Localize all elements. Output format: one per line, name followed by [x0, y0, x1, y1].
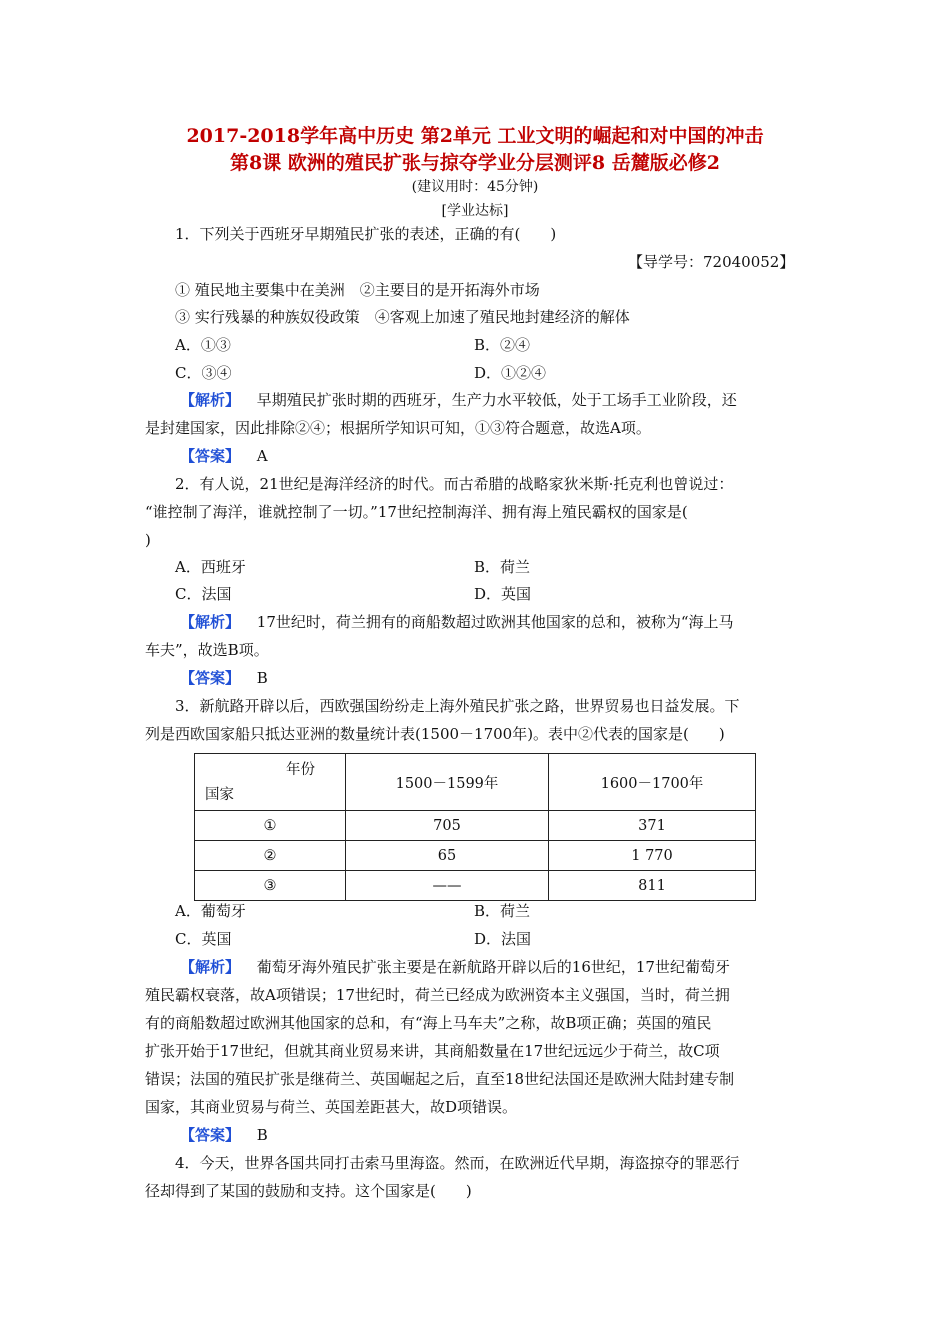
q2-answer-tag: 【答案】 [180, 669, 241, 687]
table-corner-cell [195, 754, 346, 811]
q2-option-c: C．法国 [175, 585, 232, 603]
table-cell-value: —— [346, 871, 549, 901]
q2-analysis-line1: 17世纪时，荷兰拥有的商船数超过欧洲其他国家的总和，被称为“海上马 [256, 613, 734, 631]
q1-answer: A [256, 447, 268, 465]
table-cell-value: 811 [549, 871, 756, 901]
table-cell-value: 1 770 [549, 841, 756, 871]
table-cell-value: 65 [346, 841, 549, 871]
q1-analysis-line1: 早期殖民扩张时期的西班牙，生产力水平较低，处于工场手工业阶段，还 [256, 391, 737, 409]
q2-stem-line2: “谁控制了海洋，谁就控制了一切。”17世纪控制海洋、拥有海上殖民霸权的国家是( [145, 503, 688, 521]
q3-analysis-line1: 葡萄牙海外殖民扩张主要是在新航路开辟以后的16世纪，17世纪葡萄牙 [256, 958, 730, 976]
q2-option-d: D．英国 [474, 585, 532, 603]
table-row [195, 841, 756, 871]
q1-option-d: D．①②④ [474, 364, 547, 382]
q1-option-a: A．①③ [175, 336, 231, 354]
q2-stem-line1: 2．有人说，21世纪是海洋经济的时代。而古希腊的战略家狄米斯·托克利也曾说过： [175, 475, 734, 493]
q2-analysis-tag: 【解析】 [180, 613, 241, 631]
q3-option-a: A．葡萄牙 [175, 902, 246, 920]
q2-answer: B [256, 669, 268, 687]
q1-statement-1: ① 殖民地主要集中在美洲 ②主要目的是开拓海外市场 [175, 281, 540, 299]
q3-analysis-line6: 国家，其商业贸易与荷兰、英国差距甚大，故D项错误。 [145, 1098, 518, 1116]
q3-option-d: D．法国 [474, 930, 532, 948]
q3-analysis-line2: 殖民霸权衰落，故A项错误；17世纪时，荷兰已经成为欧洲资本主义强国，当时，荷兰拥 [145, 986, 730, 1004]
table-row [195, 811, 756, 841]
table-cell-value: 371 [549, 811, 756, 841]
q2-option-b: B．荷兰 [474, 558, 531, 576]
q3-stem-line2: 列是西欧国家船只抵达亚洲的数量统计表(1500－1700年)。表中②代表的国家是( ) [145, 725, 725, 743]
q3-answer: B [256, 1126, 268, 1144]
q3-option-b: B．荷兰 [474, 902, 531, 920]
table-header-period1: 1500－1599年 [346, 754, 549, 811]
table-corner-year: 年份 [286, 762, 315, 778]
ships-statistics-table [194, 753, 756, 901]
q1-analysis-tag: 【解析】 [180, 391, 241, 409]
q1-answer-tag: 【答案】 [180, 447, 241, 465]
q3-analysis-line4: 扩张开始于17世纪，但就其商业贸易来讲，其商船数量在17世纪远远少于荷兰，故C项 [145, 1042, 720, 1060]
q2-stem-line3: ) [145, 531, 151, 549]
time-note: (建议用时：45分钟) [411, 179, 539, 195]
table-corner-country: 国家 [205, 787, 234, 803]
q3-answer-tag: 【答案】 [180, 1126, 241, 1144]
q1-statement-2: ③ 实行残暴的种族奴役政策 ④客观上加速了殖民地封建经济的解体 [175, 308, 630, 326]
q1-guide-number: 【导学号：72040052】 [628, 253, 795, 271]
section-heading: [学业达标] [441, 203, 509, 219]
q1-analysis-line2: 是封建国家，因此排除②④；根据所学知识可知，①③符合题意，故选A项。 [145, 419, 651, 437]
document-title-line1: 2017-2018学年高中历史 第2单元 工业文明的崛起和对中国的冲击 [186, 125, 764, 147]
table-cell-value: 705 [346, 811, 549, 841]
q1-option-b: B．②④ [474, 336, 531, 354]
q2-analysis-line2: 车夫”，故选B项。 [145, 641, 269, 659]
document-title-line2: 第8课 欧洲的殖民扩张与掠夺学业分层测评8 岳麓版必修2 [230, 152, 720, 174]
q2-option-a: A．西班牙 [175, 558, 246, 576]
q3-analysis-line5: 错误；法国的殖民扩张是继荷兰、英国崛起之后，直至18世纪法国还是欧洲大陆封建专制 [145, 1070, 735, 1088]
table-row [195, 871, 756, 901]
table-cell-country: ③ [195, 871, 346, 901]
q3-analysis-line3: 有的商船数超过欧洲其他国家的总和，有“海上马车夫”之称，故B项正确；英国的殖民 [145, 1014, 712, 1032]
q3-option-c: C．英国 [175, 930, 232, 948]
q4-stem-line1: 4．今天，世界各国共同打击索马里海盗。然而，在欧洲近代早期，海盗掠夺的罪恶行 [175, 1154, 740, 1172]
q3-stem-line1: 3．新航路开辟以后，西欧强国纷纷走上海外殖民扩张之路，世界贸易也日益发展。下 [175, 697, 740, 715]
table-cell-country: ② [195, 841, 346, 871]
table-cell-country: ① [195, 811, 346, 841]
q4-stem-line2: 径却得到了某国的鼓励和支持。这个国家是( ) [145, 1182, 472, 1200]
q1-stem: 1．下列关于西班牙早期殖民扩张的表述，正确的有( ) [175, 225, 557, 243]
q3-analysis-tag: 【解析】 [180, 958, 241, 976]
q1-option-c: C．③④ [175, 364, 232, 382]
table-header-period2: 1600－1700年 [549, 754, 756, 811]
